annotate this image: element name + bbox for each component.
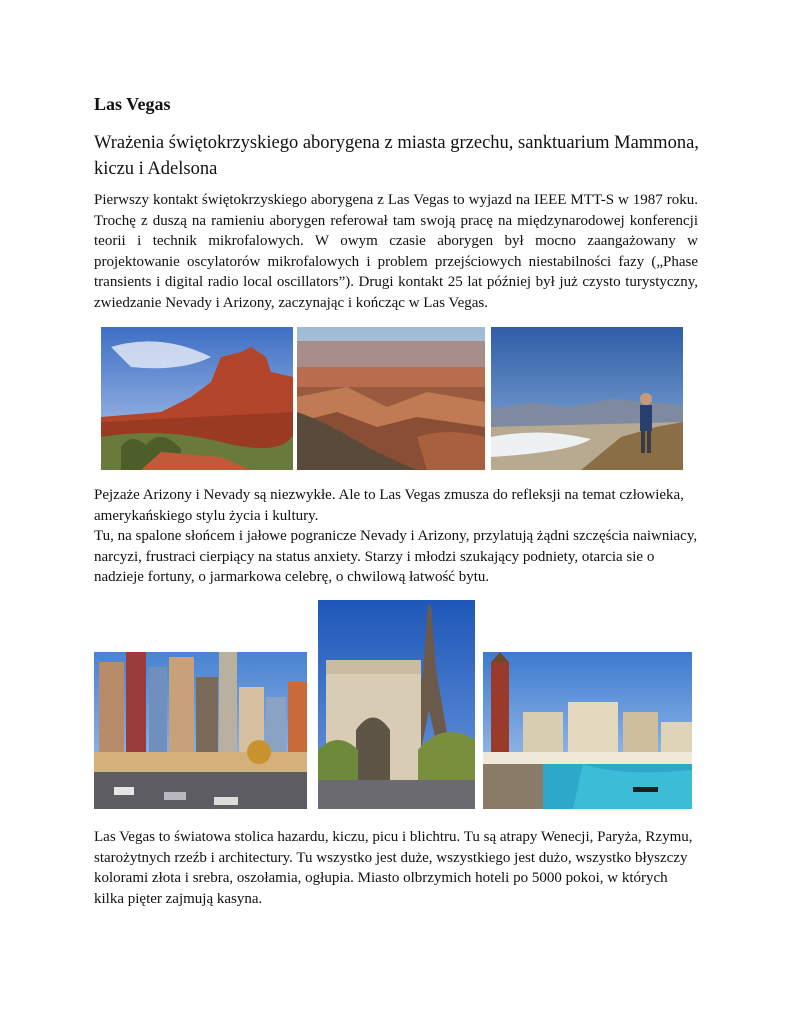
photo-red-rocks (101, 327, 293, 470)
page-title: Las Vegas (94, 94, 171, 114)
photo-death-valley-hiker (491, 327, 683, 470)
page-subtitle: Wrażenia świętokrzyskiego aborygena z miasta grzechu, sanktuarium Mammona, kiczu i Adelsona (94, 133, 699, 179)
photo-grand-canyon (297, 327, 485, 470)
photo-new-york-new-york-casino (94, 652, 307, 809)
paragraph-las-vegas: Las Vegas to światowa stolica hazardu, kiczu, picu i blichtru. Tu są atrapy Wenecji, Paryża, Rzymu, starożytnych rzeźb i architectury. Tu wszystko jest duże, wszystkiego jest dużo, wszystko błyszczy kolorami złota i srebra, oszołamia, ogłupia. Miasto olbrzymich hoteli po 5000 pokoi, w których kilka pięter zajmują kasyna. (94, 829, 693, 907)
paragraph-landscapes-line2: Tu, na spalone słońcem i jałowe pogranicze Nevady i Arizony, przylatują żądni szczęścia naiwniacy, narcyzi, frustraci cierpiący na status anxiety. Starzy i młodzi szukający podniety, otarcia sie o nadzieje fortuny, o jarmarkowa celebrę, o chwilową łatwość bytu. (94, 528, 698, 585)
paragraph-landscapes-line1: Pejzaże Arizony i Nevady są niezwykłe. Ale to Las Vegas zmusza do refleksji na temat człowieka, amerykańskiego stylu życia i kultury. (94, 487, 684, 524)
photo-venetian-canal (483, 652, 692, 809)
paragraph-intro: Pierwszy kontakt świętokrzyskiego aborygena z Las Vegas to wyjazd na IEEE MTT-S w 1987 roku. Trochę z duszą na ramieniu aborygen referował tam swoją pracę na międzynarodowej konferencji teorii i technik mikrofalowych. W owym czasie aborygen był mocno zaangażowany w projektowanie oscylatorów mikrofalowych i problem przejściowych niestabilności fazy („Phase transients i digital radio local oscillators”). Drugi kontakt 25 lat później był już czysto turystyczny, zwiedzanie Nevady i Arizony, zaczynając i kończąc w Las Vegas. (94, 192, 698, 311)
photo-paris-arc-eiffel (318, 600, 475, 809)
paragraph-landscapes (94, 485, 698, 588)
